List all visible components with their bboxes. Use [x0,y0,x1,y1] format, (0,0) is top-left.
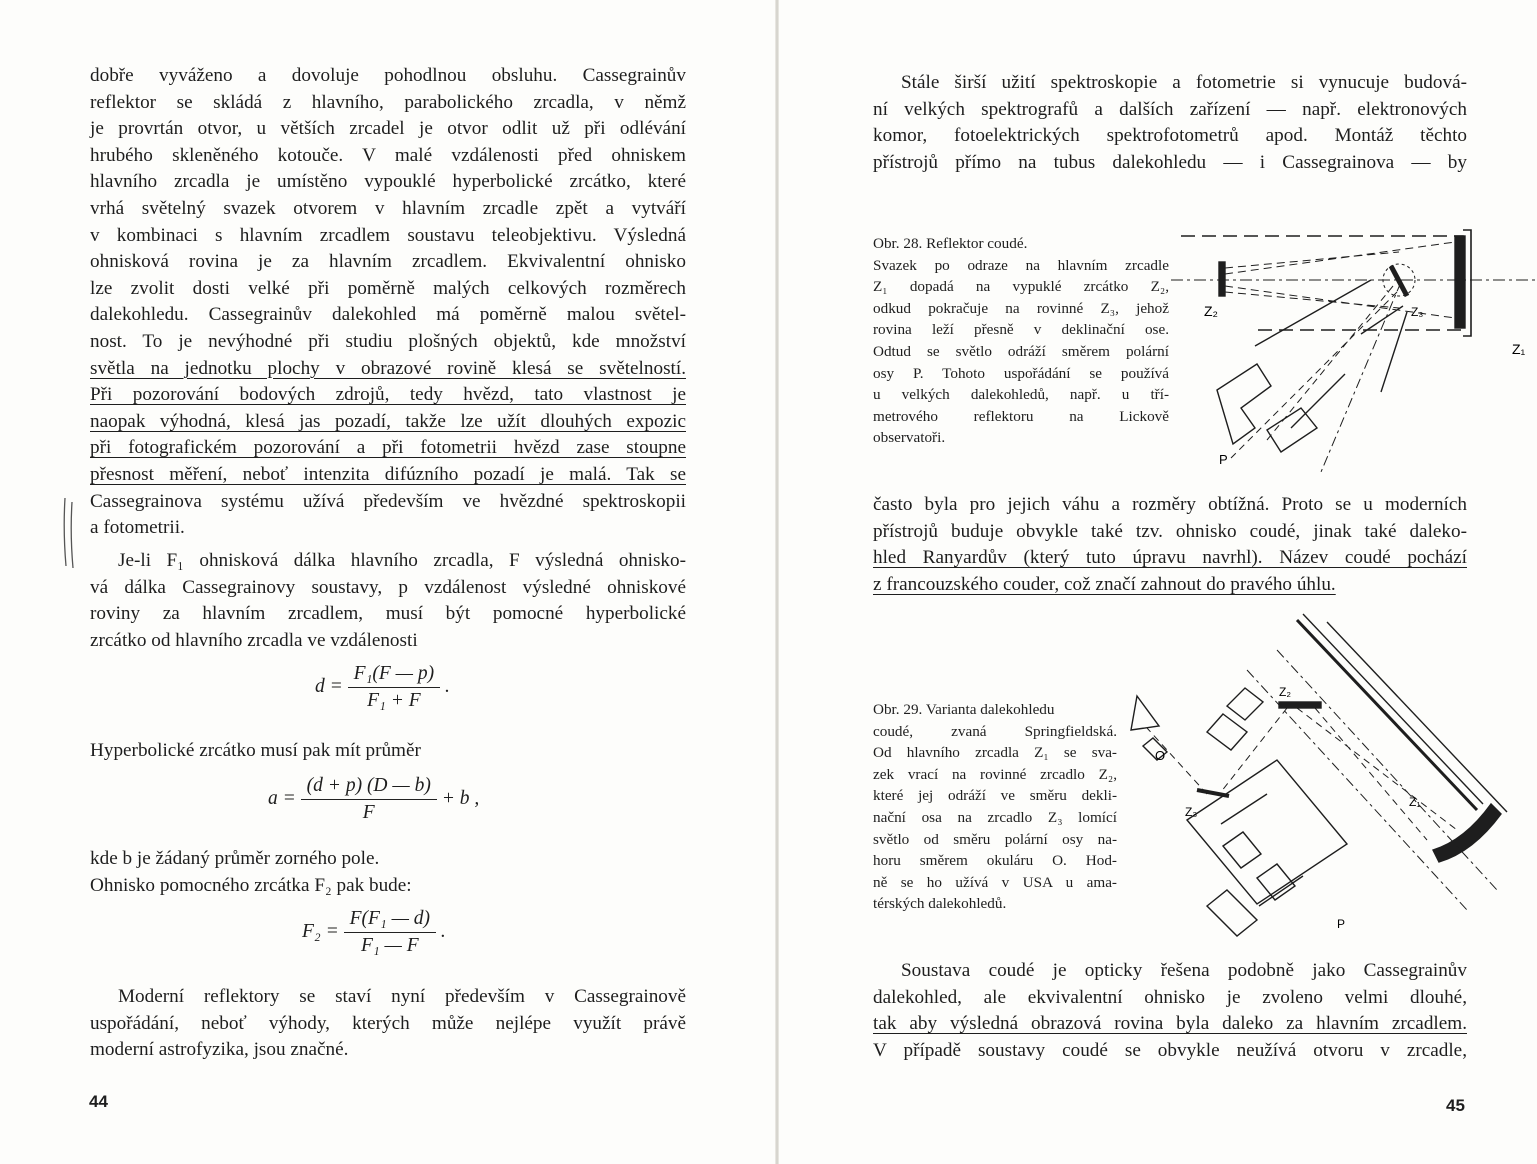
fig29-label-z2: Z₂ [1279,685,1291,699]
formula-d: d = $\frac{\text{F₁(F — p)}}{\text{F₁ + F}}$ . [315,663,450,711]
text-line: přístrojů buduje obvykle také tzv. ohnisko coudé, jinak také daleko- [873,520,1467,542]
text-line: térských dalekohledů. [873,895,1007,913]
text-hyperbolic-diameter: Hyperbolické zrcátko musí pak mít průměr [90,740,421,761]
right-paragraph-3 [873,958,1467,1064]
text-line: nační osa na zrcadlo Z₃ lomící [873,808,1117,826]
text-line: u velkých dalekohledů, např. u tří- [873,386,1169,404]
figure-29-springfield [1127,610,1537,945]
right-paragraph-1 [873,70,1467,176]
figure-28-reflector-coude [1171,222,1537,477]
text-line: hlavního zrcadla je umístěno vypouklé hyperbolické zrcátko, které [90,171,686,193]
left-paragraph-1 [90,63,686,542]
text-line: rovina leží přesně v deklinační ose. [873,321,1169,339]
fig29-label-p: P [1337,917,1346,931]
text-line: Obr. 28. Reflektor coudé. [873,235,1028,252]
left-paragraph-3 [90,984,686,1064]
text-line: vrhá světelný svazek otvorem v hlavním zrcadle zpět a vytváří [90,197,686,219]
text-line: přesnost měření, neboť intenzita difúzního pozadí je malá. Tak se [90,463,686,485]
text-line: metrového reflektoru na Lickově [873,407,1169,425]
fig28-label-p: P [1219,452,1228,467]
text-line: Je-li F₁ ohnisková dálka hlavního zrcadla, F výsledná ohnisko- [118,550,686,571]
text-focus-auxiliary [90,846,686,899]
formula-f2: F₂ = $\frac{\text{F(F₁ — d)}}{\text{F₁ — F}}$ . [302,908,446,956]
text-line: kde b je žádaný průměr zorného pole. [90,848,380,869]
text-line: Svazek po odraze na hlavním zrcadle [873,256,1169,274]
text-line: Z₁ dopadá na vypuklé zrcátko Z₂, [873,278,1169,296]
left-paragraph-2 [90,548,686,654]
text-line: často byla pro jejich váhu a rozměry obtížná. Proto se u moderních [873,494,1467,515]
text-line: Moderní reflektory se staví nyní především v Cassegrainově [118,986,686,1007]
text-line: světla na jednotku plochy v obrazové rovině klesá se světelností. [90,357,686,379]
text-line: coudé, zvaná Springfieldská. [873,722,1117,740]
text-line: Od hlavního zrcadla Z₁ se sva- [873,744,1117,762]
text-line: moderní astrofyzika, jsou značné. [90,1039,349,1061]
right-page [779,0,1537,1164]
text-line: naopak výhodná, klesá jas pozadí, takže lze užít dlouhých expozic [90,410,686,432]
text-line: vá dálka Cassegrainovy soustavy, p vzdálenost výsledné ohniskové [90,576,686,598]
text-line: osy P. Tohoto uspořádání se používá [873,364,1169,382]
right-paragraph-2 [873,492,1467,598]
fig29-label-z1: Z₁ [1409,795,1421,809]
text-line: Ohnisko pomocného zrcátka F₂ pak bude: [90,874,412,896]
text-line: které jej odráží ve směru dekli- [873,787,1117,805]
text-line: přístrojů přímo na tubus dalekohledu — i Cassegrainova — by [873,151,1467,173]
fig29-label-z3: Z₃ [1185,805,1198,819]
text-line: odkud pokračuje na rovinné Z₃, jehož [873,299,1169,317]
text-line: Stále širší užití spektroskopie a fotometrie si vynucuje budová- [901,72,1467,93]
page-number-right: 45 [1446,1096,1465,1115]
text-line: Soustava coudé je opticky řešena podobně jako Cassegrainův [901,960,1467,981]
text-line: V případě soustavy coudé se obvykle neužívá otvoru v zrcadle, [873,1039,1467,1061]
text-line: tak aby výsledná obrazová rovina byla daleko za hlavním zrcadlem. [873,1013,1467,1035]
text-line: ní velkých spektrografů a dalších zařízení — např. elektronových [873,98,1467,120]
text-line: hled Ranyardův (který tuto úpravu navrhl). Název coudé pochází [873,547,1467,569]
fig28-label-z3: Z₃ [1411,305,1424,319]
text-line: Odtud se světlo odráží směrem polární [873,342,1169,360]
text-line: a fotometrii. [90,517,185,539]
text-line: Obr. 29. Varianta dalekohledu [873,701,1055,718]
text-line: nost. To je nevýhodné při studiu plošných objektů, kde množství [90,330,686,352]
text-line: dobře vyváženo a dovoluje pohodlnou obsluhu. Cassegrainův [90,65,686,86]
fig28-label-z2: Z₂ [1204,303,1218,319]
text-line: Cassegrainova systému užívá především ve hvězdné spektroskopii [90,490,686,512]
text-line: dalekohledu. Cassegrainův dalekohled má poměrně malou světel- [90,304,686,326]
text-line: reflektor se skládá z hlavního, parabolického zrcadla, v němž [90,91,686,113]
text-line: je provrtán otvor, u větších zrcadel je otvor odlit už při odlévání [90,118,686,140]
margin-pencil-mark [62,496,76,570]
fig29-label-o: O [1155,748,1166,763]
fig28-label-z1: Z₁ [1512,341,1526,357]
text-line: Při pozorování bodových zdrojů, tedy hvězd, tato vlastnost je [90,384,686,406]
text-line: zek vrací na rovinné zrcadlo Z₂, [873,765,1117,783]
text-line: observatoři. [873,429,946,447]
text-line: horu směrem okuláru O. Hod- [873,852,1117,870]
text-line: lze zvolit dosti velké při poměrně malých celkových rozměrech [90,277,686,299]
text-line: roviny za hlavním zrcadlem, musí být pomocné hyperbolické [90,603,686,625]
text-line: z francouzského couder, což značí zahnout do pravého úhlu. [873,573,1336,595]
text-line: dalekohled, ale ekvivalentní ohnisko je zvoleno velmi dlouhé, [873,986,1467,1008]
text-line: při fotografickém pozorování a při fotometrii hvězd zase stoupne [90,437,686,459]
caption-figure-28 [873,233,1169,449]
caption-figure-29 [873,699,1117,915]
text-line: světlo od směru polární osy na- [873,830,1117,848]
text-line: zrcátko od hlavního zrcadla ve vzdálenosti [90,629,418,651]
text-line: ohnisková rovina je za hlavním zrcadlem. Ekvivalentní ohnisko [90,251,686,273]
text-line: hrubého skleněného kotouče. V malé vzdálenosti před ohniskem [90,144,686,166]
text-line: ně se ho užívá v USA u ama- [873,873,1117,891]
text-line: uspořádání, neboť výhody, kterých může nejlépe využít právě [90,1012,686,1034]
text-line: komor, fotoelektrických spektrofotometrů apod. Montáž těchto [873,125,1467,147]
formula-a: a = $\frac{(d + p) (D — b)}{F}$ + b , [268,775,480,823]
text-line: v kombinaci s hlavním zrcadlem soustavu teleobjektivu. Výsledná [90,224,686,246]
page-number-left: 44 [89,1092,108,1111]
